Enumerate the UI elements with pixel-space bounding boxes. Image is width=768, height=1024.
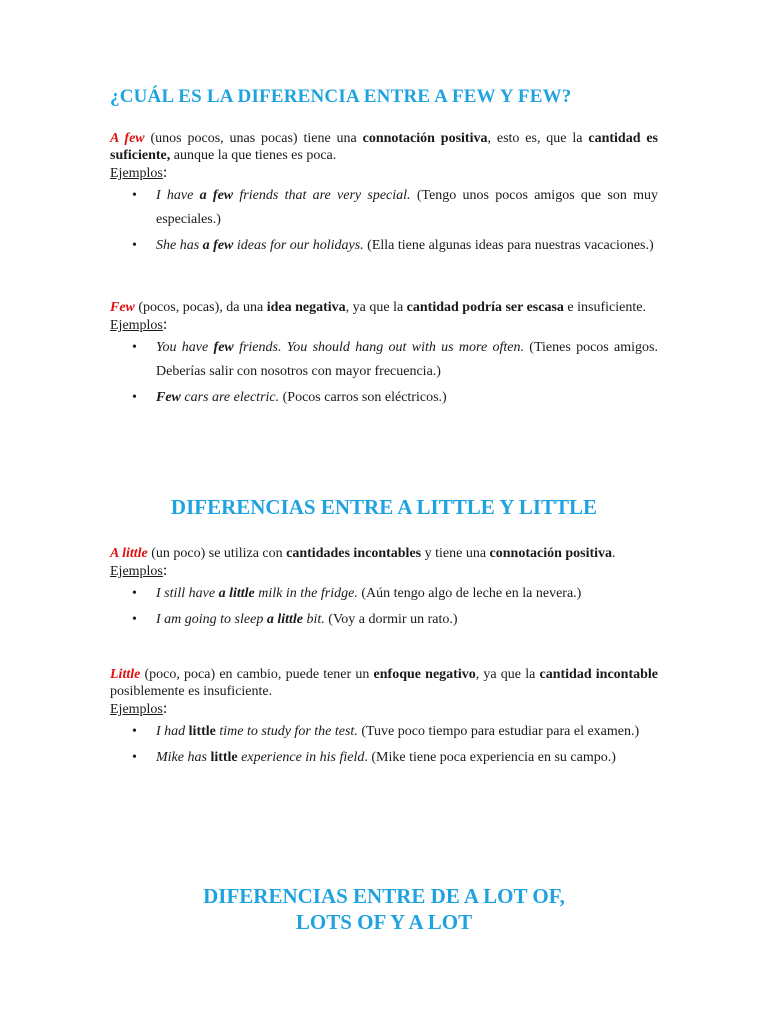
alittle-term: A little (110, 546, 148, 561)
section1-title: ¿CUÁL ES LA DIFERENCIA ENTRE A FEW Y FEW? (110, 86, 572, 107)
examples-label: Ejemplos (110, 318, 163, 333)
section1-few-block: Few (pocos, pocas), da una idea negativa, ya que la cantidad podría ser escasa e insuficiente. Ejemplos: • You have few friends. You should hang out with us more often. (Tienes pocos amigos. Deberías salir con nosotros con mayor frecuencia.) • Few cars are electric. (Pocos carros son eléctricos.) (110, 299, 658, 410)
afew-definition: A few (unos pocos, unas pocas) tiene una connotación positiva, esto es, que la cantidad es suficiente, aunque la que tienes es poca. (110, 131, 659, 163)
afew-term: A few (110, 131, 145, 146)
examples-label: Ejemplos (110, 564, 163, 579)
list-item: • Few cars are electric. (Pocos carros son eléctricos.) (110, 386, 658, 410)
section3-title (110, 883, 658, 935)
little-definition: Little (poco, poca) en cambio, puede tener un enfoque negativo, ya que la cantidad incontable posiblemente es insuficiente. (110, 667, 659, 699)
list-item: • I still have a little milk in the fridge. (Aún tengo algo de leche en la nevera.) (110, 582, 658, 606)
section3-title-line1: DIFERENCIAS ENTRE DE A LOT OF, (203, 884, 565, 908)
alittle-examples-list (110, 582, 658, 632)
list-item: • You have few friends. You should hang out with us more often. (Tienes pocos amigos. Deberías salir con nosotros con mayor frecuencia.) (110, 336, 658, 384)
little-term: Little (110, 667, 141, 682)
alittle-definition: A little (un poco) se utiliza con cantidades incontables y tiene una connotación positiva. (110, 546, 616, 561)
list-item: • I am going to sleep a little bit. (Voy a dormir un rato.) (110, 608, 658, 632)
list-item: • Mike has little experience in his field. (Mike tiene poca experiencia en su campo.) (110, 746, 658, 770)
examples-label: Ejemplos (110, 702, 163, 717)
section2-alittle-block: A little (un poco) se utiliza con cantidades incontables y tiene una connotación positiva. Ejemplos: • I still have a little milk in the fridge. (Aún tengo algo de leche en la nevera.) • I am going to sleep a little bit. (Voy a dormir un rato.) (110, 545, 658, 632)
section1-afew-block: A few (unos pocos, unas pocas) tiene una connotación positiva, esto es, que la cantidad es suficiente, aunque la que tienes es poca. Ejemplos: • I have a few friends that are very special. (Tengo unos pocos amigos que son muy especiales.) • She has a few ideas for our holidays. (Ella tiene algunas ideas para nuestras vacaciones.) (110, 130, 658, 258)
list-item: • She has a few ideas for our holidays. (Ella tiene algunas ideas para nuestras vacaciones.) (110, 234, 658, 258)
few-examples-list (110, 336, 658, 410)
few-term: Few (110, 300, 135, 315)
few-definition: Few (pocos, pocas), da una idea negativa, ya que la cantidad podría ser escasa e insuficiente. (110, 300, 646, 315)
examples-label: Ejemplos (110, 166, 163, 181)
list-item: • I have a few friends that are very special. (Tengo unos pocos amigos que son muy especiales.) (110, 184, 658, 232)
section2-little-block: Little (poco, poca) en cambio, puede tener un enfoque negativo, ya que la cantidad incontable posiblemente es insuficiente. Ejemplos: • I had little time to study for the test. (Tuve poco tiempo para estudiar para el examen.) • Mike has little experience in his field. (Mike tiene poca experiencia en su campo.) (110, 666, 658, 770)
afew-examples-list (110, 184, 658, 258)
little-examples-list (110, 720, 658, 770)
section3-title-line2: LOTS OF Y A LOT (295, 910, 473, 934)
section2-title: DIFERENCIAS ENTRE A LITTLE Y LITTLE (170, 495, 598, 519)
list-item: • I had little time to study for the test. (Tuve poco tiempo para estudiar para el examen.) (110, 720, 658, 744)
